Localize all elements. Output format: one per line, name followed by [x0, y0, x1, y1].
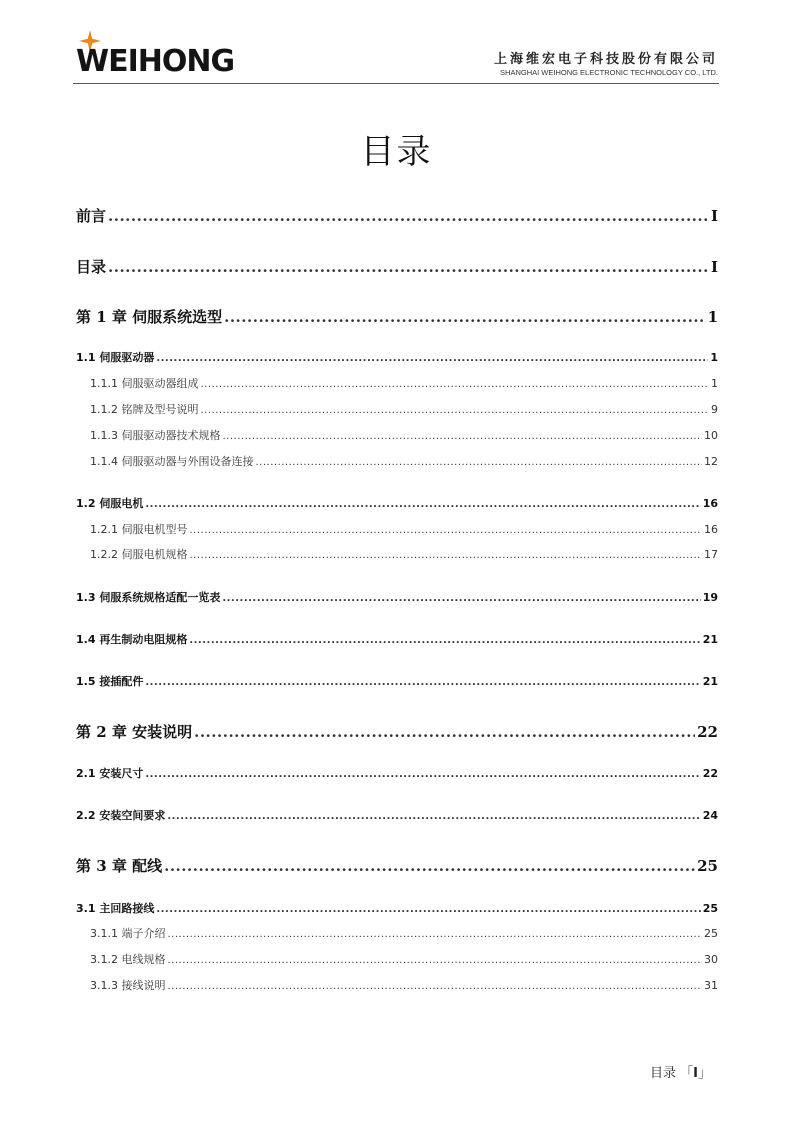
toc-leader	[256, 457, 703, 468]
toc-entry-subsection[interactable]	[90, 925, 718, 941]
toc-label: 1.1 伺服驱动器	[76, 351, 155, 364]
toc-page: 21	[702, 675, 718, 688]
toc-page: 22	[702, 767, 718, 780]
toc-leader	[108, 258, 709, 276]
toc-page: 12	[704, 455, 718, 468]
toc-page: 16	[704, 523, 718, 536]
toc-label: 1.2 伺服电机	[76, 497, 144, 510]
toc-label: 3.1.3 接线说明	[90, 979, 166, 992]
toc-label: 3.1.1 端子介绍	[90, 927, 166, 940]
toc-entry-subsection[interactable]	[90, 453, 718, 469]
toc-entry-chapter-1[interactable]	[76, 306, 718, 327]
toc-entry-section[interactable]	[76, 495, 718, 511]
toc-page: 1	[710, 351, 718, 364]
toc-page: 17	[704, 548, 718, 561]
toc-leader	[194, 723, 695, 741]
toc-entry-subsection[interactable]	[90, 375, 718, 391]
header-divider	[73, 83, 719, 84]
toc-entry-chapter-2[interactable]	[76, 721, 718, 742]
footer-page-number: I	[693, 1066, 698, 1081]
footer-label: 目录	[649, 1066, 676, 1081]
toc-leader	[164, 857, 695, 875]
toc-label: 2.2 安装空间要求	[76, 809, 166, 822]
toc-entry-section[interactable]	[76, 349, 718, 365]
toc-entry-subsection[interactable]	[90, 977, 718, 993]
toc-leader	[145, 677, 700, 688]
toc-entry-section[interactable]	[76, 631, 718, 647]
toc-label: 3.1 主回路接线	[76, 902, 155, 915]
toc-label: 目录	[76, 258, 107, 276]
toc-leader	[168, 929, 703, 940]
toc-page: I	[710, 258, 718, 276]
toc-label: 1.1.2 铭牌及型号说明	[90, 403, 199, 416]
toc-page: 31	[704, 979, 718, 992]
page-footer	[650, 1062, 711, 1081]
toc-page: 25	[704, 927, 718, 940]
toc-entry-chapter-3[interactable]	[76, 855, 718, 876]
toc-leader	[168, 955, 703, 966]
footer-bracket-open: 「	[680, 1066, 694, 1081]
toc-label: 1.4 再生制动电阻规格	[76, 633, 188, 646]
toc-leader	[201, 379, 710, 390]
toc-page: 24	[702, 809, 718, 822]
toc-label: 1.5 接插配件	[76, 675, 144, 688]
toc-leader	[190, 550, 703, 561]
toc-page: 30	[704, 953, 718, 966]
toc-label: 第 2 章 安装说明	[76, 723, 193, 741]
toc-leader	[222, 593, 700, 604]
toc-page: 25	[697, 857, 718, 875]
toc-entry-contents[interactable]	[76, 256, 718, 277]
toc-page: I	[710, 207, 718, 225]
toc-entry-section[interactable]	[76, 900, 718, 916]
toc-page: 9	[711, 403, 718, 416]
toc-leader	[145, 769, 700, 780]
toc-leader	[167, 811, 700, 822]
toc-leader	[190, 525, 703, 536]
company-name-en: SHANGHAI WEIHONG ELECTRONIC TECHNOLOGY CO., LTD.	[500, 68, 718, 77]
toc-leader	[145, 499, 700, 510]
footer-bracket-close: 」	[697, 1066, 711, 1081]
page-header	[76, 36, 718, 84]
toc-leader	[168, 981, 703, 992]
toc-label: 第 3 章 配线	[76, 857, 163, 875]
toc-leader	[223, 431, 703, 442]
toc-leader	[108, 207, 709, 225]
toc-page: 19	[702, 591, 718, 604]
toc-label: 1.1.4 伺服驱动器与外围设备连接	[90, 455, 254, 468]
toc-page: 25	[702, 902, 718, 915]
page-title: 目录	[360, 132, 433, 172]
toc-label: 1.1.1 伺服驱动器组成	[90, 377, 199, 390]
toc-entry-subsection[interactable]	[90, 401, 718, 417]
toc-page: 1	[707, 308, 718, 326]
toc-leader	[156, 353, 708, 364]
toc-page: 21	[702, 633, 718, 646]
toc-page: 1	[711, 377, 718, 390]
toc-page: 16	[702, 497, 718, 510]
toc-entry-section[interactable]	[76, 765, 718, 781]
company-name-cn: 上海维宏电子科技股份有限公司	[493, 52, 718, 67]
toc-page: 22	[697, 723, 718, 741]
toc-leader	[156, 904, 700, 915]
toc-leader	[189, 635, 700, 646]
toc-entry-subsection[interactable]	[90, 546, 718, 562]
toc-label: 3.1.2 电线规格	[90, 953, 166, 966]
toc-page: 10	[704, 429, 718, 442]
toc-label: 1.2.2 伺服电机规格	[90, 548, 188, 561]
toc-entry-subsection[interactable]	[90, 427, 718, 443]
toc-entry-section[interactable]	[76, 807, 718, 823]
toc-entry-subsection[interactable]	[90, 951, 718, 967]
toc-label: 1.1.3 伺服驱动器技术规格	[90, 429, 221, 442]
toc-label: 前言	[76, 207, 107, 225]
toc-entry-section[interactable]	[76, 589, 718, 605]
toc-entry-subsection[interactable]	[90, 521, 718, 537]
toc-leader	[201, 405, 710, 416]
toc-label: 2.1 安装尺寸	[76, 767, 144, 780]
logo-text: WEIHONG	[76, 44, 235, 79]
toc-label: 1.3 伺服系统规格适配一览表	[76, 591, 221, 604]
toc-label: 第 1 章 伺服系统选型	[76, 308, 223, 326]
toc-entry-preface[interactable]	[76, 205, 718, 226]
toc-entry-section[interactable]	[76, 673, 718, 689]
toc-leader	[224, 308, 705, 326]
toc-label: 1.2.1 伺服电机型号	[90, 523, 188, 536]
